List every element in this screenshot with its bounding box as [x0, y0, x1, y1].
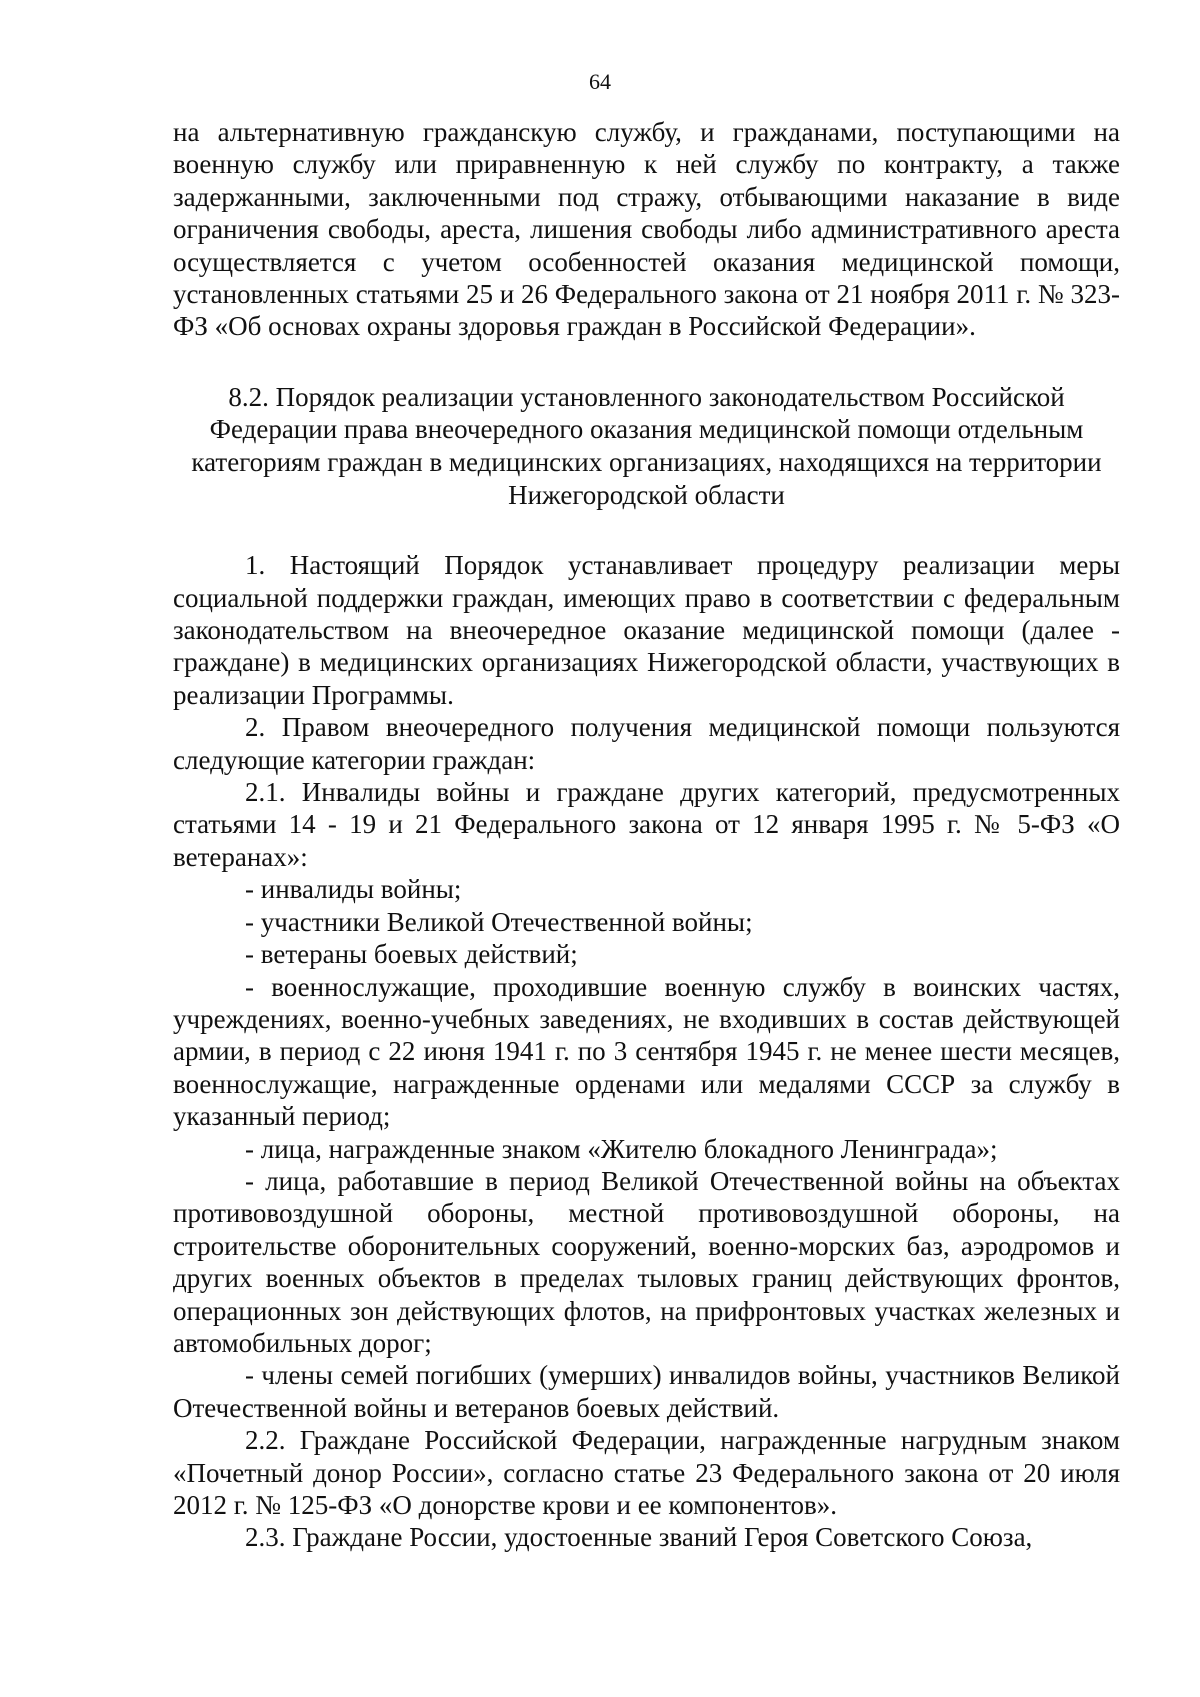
list-item-combat-veterans: - ветераны боевых действий;: [245, 939, 578, 970]
paragraph-2-2: 2.2. Граждане Российской Федерации, награжденные нагрудным знаком «Почетный донор России», согласно статье 23 Федерального закона от 20 июля 2012 г. № 125-ФЗ «О донорстве крови и ее компонентов».: [173, 1425, 1120, 1520]
intro-paragraph: на альтернативную гражданскую службу, и гражданами, поступающими на военную службу или приравненную к ней службу по контракту, а также задержанными, заключенными под стражу, отбывающими наказание в виде ограничения свободы, ареста, лишения свободы либо административного ареста осуществляется с учетом особенностей оказания медицинской помощи, установленных статьями 25 и 26 Федерального закона от 21 ноября 2011 г. № 323-ФЗ «Об основах охраны здоровья граждан в Российской Федерации».: [173, 117, 1120, 342]
list-item-leningrad-siege: - лица, награжденные знаком «Жителю блокадного Ленинграда»;: [245, 1133, 998, 1164]
document-body: [173, 116, 1120, 1554]
list-item-war-invalids: - инвалиды войны;: [245, 874, 462, 905]
paragraph-2-3: 2.3. Граждане России, удостоенные званий Героя Советского Союза,: [245, 1522, 1033, 1553]
section-heading: 8.2. Порядок реализации установленного законодательством Российской Федерации права внеочередного оказания медицинской помощи отдельным категориям граждан в медицинских организациях, находящихся на территории Нижегородской области: [191, 381, 1102, 510]
list-item-defense-workers: - лица, работавшие в период Великой Отечественной войны на объектах противовоздушной обороны, местной противовоздушной обороны, на строительстве оборонительных сооружений, военно-морских баз, аэродромов и других военных объектов в пределах тыловых границ действующих фронтов, операционных зон действующих флотов, на прифронтовых участках железных и автомобильных дорог;: [173, 1165, 1120, 1358]
page-number: 64: [589, 69, 611, 94]
paragraph-1: 1. Настоящий Порядок устанавливает процедуру реализации меры социальной поддержки граждан, имеющих право в соответствии с федеральным законодательством на внеочередное оказание медицинской помощи (далее - граждане) в медицинских организациях Нижегородской области, участвующих в реализации Программы.: [173, 550, 1120, 710]
list-item-family-members: - члены семей погибших (умерших) инвалидов войны, участников Великой Отечественной войны и ветеранов боевых действий.: [173, 1360, 1120, 1423]
list-item-ww2-participants: - участники Великой Отечественной войны;: [245, 906, 753, 937]
list-item-servicemen: - военнослужащие, проходившие военную службу в воинских частях, учреждениях, военно-учебных заведениях, не входивших в состав действующей армии, в период с 22 июня 1941 г. по 3 сентября 1945 г. не менее шести месяцев, военнослужащие, награжденные орденами или медалями СССР за службу в указанный период;: [173, 971, 1120, 1132]
paragraph-2-1: 2.1. Инвалиды войны и граждане других категорий, предусмотренных статьями 14 - 19 и 21 Федерального закона от 12 января 1995 г. № 5-ФЗ «О ветеранах»:: [173, 777, 1120, 872]
paragraph-2: 2. Правом внеочередного получения медицинской помощи пользуются следующие категории граждан:: [173, 712, 1120, 775]
